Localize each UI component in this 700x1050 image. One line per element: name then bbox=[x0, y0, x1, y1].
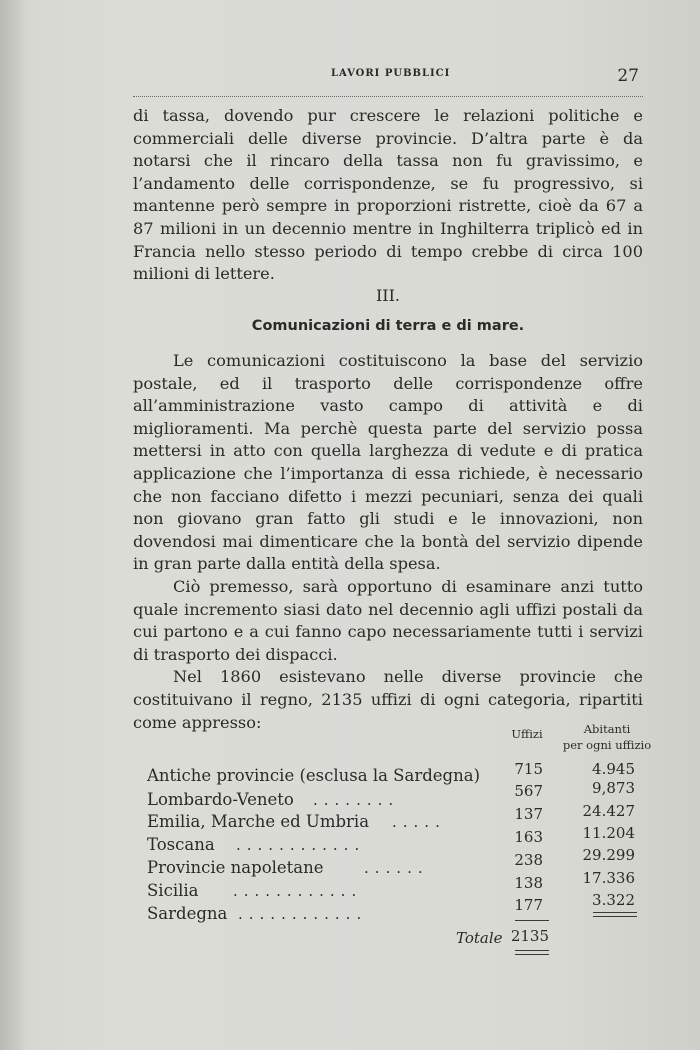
paragraph: Ciò premesso, sarà opportuno di esaminare anzi tutto quale incremento siasi dato nel decennio agli uffizi postali da cui partono e a cui fanno capo necessariamente tutti i servizi di trasporto dei dispacci. bbox=[133, 576, 643, 664]
table-cell-uffizi: 138 bbox=[514, 874, 543, 892]
total-double-rule-bottom bbox=[515, 954, 549, 955]
column-header-abitanti-sub: per ogni uffizio bbox=[562, 738, 652, 752]
section-title: Comunicazioni di terra e di mare. bbox=[251, 318, 525, 334]
leader-dots: ............ bbox=[238, 905, 368, 923]
table-row-label: Sicilia bbox=[147, 881, 199, 900]
table-cell-uffizi: 163 bbox=[514, 828, 543, 846]
total-label: Totale bbox=[456, 929, 503, 947]
table-cell-uffizi: 567 bbox=[514, 782, 543, 800]
table-row-label: Lombardo-Veneto bbox=[147, 790, 294, 809]
table-cell-uffizi: 238 bbox=[514, 851, 543, 869]
section-number: III. bbox=[375, 286, 401, 305]
total-uffizi: 2135 bbox=[510, 927, 549, 945]
column-header-uffizi: Uffizi bbox=[511, 727, 543, 741]
table-cell-abitanti: 29.299 bbox=[582, 846, 635, 864]
leader-dots: ..... bbox=[392, 813, 446, 831]
page-number: 27 bbox=[617, 66, 639, 86]
double-rule-top bbox=[593, 912, 637, 913]
table-row-label: Provincie napoletane bbox=[147, 858, 324, 877]
table-row-label: Emilia, Marche ed Umbria bbox=[147, 812, 370, 831]
table-cell-uffizi: 715 bbox=[514, 760, 543, 778]
table-cell-abitanti: 3.322 bbox=[592, 891, 635, 909]
table-cell-abitanti: 9,873 bbox=[592, 779, 635, 797]
table-cell-abitanti: 17.336 bbox=[582, 869, 635, 887]
table-cell-uffizi: 177 bbox=[514, 896, 543, 914]
leader-dots: ............ bbox=[236, 836, 366, 854]
table-cell-uffizi: 137 bbox=[514, 805, 543, 823]
leader-dots: ............ bbox=[233, 882, 363, 900]
paragraph: di tassa, dovendo pur crescere le relazioni politiche e commerciali delle diverse provincie. D’altra parte è da notarsi che il rincaro della tassa non fu gravissimo, e l’andamento delle corrispondenze, se fu progressivo, si mantenne però sempre in proporzioni ristrette, cioè da 67 a 87 milioni in un decennio mentre in Inghilterra triplicò ed in Francia nello stesso periodo di tempo crebbe di circa 100 milioni di lettere. bbox=[133, 106, 643, 284]
leader-dots: ........ bbox=[313, 791, 400, 809]
table-cell-abitanti: 4.945 bbox=[592, 760, 635, 778]
paragraph: Nel 1860 esistevano nelle diverse provincie che costituivano il regno, 2135 uffizi di ogni categoria, ripartiti come appresso: bbox=[133, 667, 643, 732]
leader-dots: ...... bbox=[364, 859, 429, 877]
table-row-label: Antiche provincie (esclusa la Sardegna) bbox=[147, 766, 481, 785]
paragraph: Le comunicazioni costituiscono la base del servizio postale, ed il trasporto delle corrispondenze offre all’amministrazione vasto campo di attività e di miglioramenti. Ma perchè questa parte del servizio possa mettersi in atto con quella larghezza di vedute e di pratica applicazione che l’importanza di essa richiede, è necessario che non facciano difetto i mezzi pecuniari, senza dei quali non giovano gran fatto gli studi e le innovazioni, non dovendosi mai dimenticare che la bontà del servizio dipende in gran parte dalla entità della spesa. bbox=[133, 351, 643, 574]
table-cell-abitanti: 11.204 bbox=[582, 824, 635, 842]
table-row-label: Toscana bbox=[147, 835, 215, 854]
total-double-rule-top bbox=[515, 950, 549, 951]
table-row-label: Sardegna bbox=[147, 904, 228, 923]
running-title: LAVORI PUBBLICI bbox=[331, 68, 451, 79]
table-cell-abitanti: 24.427 bbox=[582, 802, 635, 820]
column-header-abitanti: Abitanti bbox=[583, 722, 631, 736]
sum-rule bbox=[515, 920, 549, 921]
double-rule-bottom bbox=[593, 916, 637, 917]
